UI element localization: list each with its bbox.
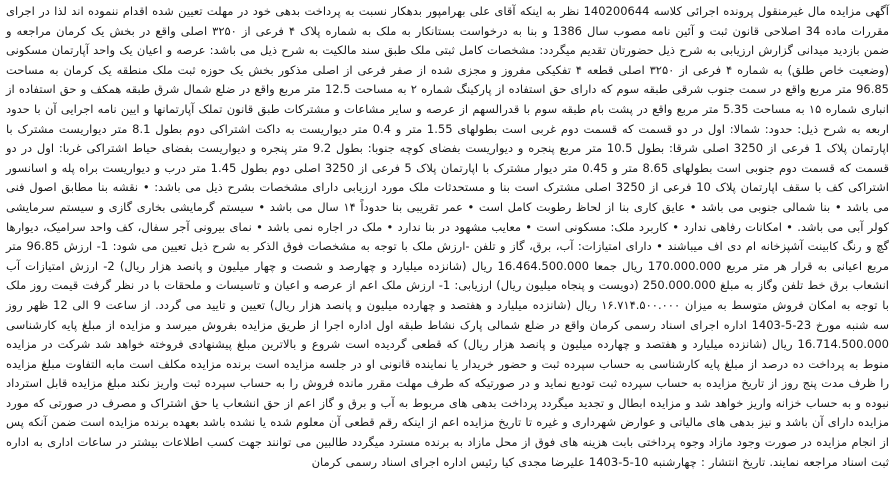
auction-notice-text: آگهی مزایده مال غیرمنقول پرونده اجرائی کلاسه 140200644 نظر به اینکه آقای علی بهرامپور بدهکار نسبت به پرداخت بدهی خود در مهلت تعیین شده اقدام ننموده اند لذا در اجرای مقررات ماده 34 اصلاحی قانون ثبت و آئین نامه مصوب سال 1386 و بنا به درخواست بستانکار به ملک به شماره پلاک ۴ فرعی از ۳۲۵۰ اصلی واقع در بخش یک کرمان مراجعه و ضمن بازدید میدانی گزارش ارزیابی به شرح ذیل حضورتان تقدیم میگردد: مشخصات کامل ثبتی ملک طبق سند مالکیت به شرح ذیل می باشد: عرصه و اعیان یک واحد آپارتمان مسکونی (وضعیت خاص طلق) به شماره ۴ فرعی از ۳۲۵۰ اصلی قطعه ۴ تفکیکی مفروز و مجزی شده از صفر فرعی از اصلی مذکور بخش یک حوزه ثبت ملک منطقه یک کرمان به مساحت 96.85 متر مربع واقع در سمت جنوب شرقی طبقه سوم که دارای حق استفاده از پارکینگ شماره ۲ به مساحت 12.5 متر مربع واقع در ضلع شمال شرق طبقه همکف و حق استفاده از انباری شماره ۱۵ به مساحت 5.35 متر مربع واقع در پشت بام طبقه سوم با قدرالسهم از عرصه و سایر مشاعات و مشترکات طبق قانون تملک آپارتمانها و ایین نامه اجرایی آن با حدود اربعه به شرح ذیل: حدود: شمالا: اول در دو قسمت که قسمت دوم غربی است بطولهای 1.55 متر و 0.4 متر دیواریست به داکت اشتراکی دوم بطول 8.1 متر دیواریست مشترک با اپارتمان پلاک 1 فرعی از 3250 اصلی شرقا: بطول 10.5 متر مربع پنجره و دیواریست بفضای کوچه جنوبا: بطول 9.2 متر پنجره و دیواریست بفضای حیاط اشتراکی غربا: اول در دو قسمت که قسمت دوم جنوبی است بطولهای 8.65 متر و 0.45 متر دیوار مشترک با اپارتمان پلاک 5 فرعی از 3250 اصلی دوم بطول 1.45 متر درب و دیواریست براه پله و اسانسور اشتراکی کف با سقف اپارتمان پلاک 10 فرعی از 3250 اصلی مشترک است بنا و مستحدثات ملک مورد ارزیابی دارای مشخصات بشرح ذیل می باشد: • نقشه بنا مطابق اصول فنی می باشد • بنا شمالی جنوبی می باشد • عایق کاری بنا از لحاظ رطوبت کامل است • عمر تقریبی بنا حدوداً ۱۴ سال می باشد • سیستم گرمایشی بخاری گازی و سیستم سرمایشی کولر آبی می باشد. • امکانات رفاهی ندارد • کاربرد ملک: مسکونی است • معایب مشهود در بنا ندارد • ملک در اجاره نمی باشد • نمای بیرونی آجر سفال، کف واحد سرامیک، دیوارها گچ و رنگ کابینت آشپزخانه ام دی اف میباشند • دارای امتیازات: آب، برق، گاز و تلفن -ارزش ملک با توجه به مشخصات فوق الذکر به شرح ذیل تعیین می شود: 1- ارزش 96.85 متر مربع اعیانی به قرار هر متر مربع 170.000.000 ریال جمعا 16.464.500.000 ریال (شانزده میلیارد و چهارصد و شصت و چهار میلیون و پانصد هزار ریال) 2- ارزش امتیازات آب انشعاب برق خط تلفن وگاز به مبلغ 250.000.000 (دویست و پنجاه میلیون ریال) ارزیابی: 1- ارزش ملک اعم از عرصه و اعیان و تاسیسات و ملحقات با در نظر گرفت قیمت روز ملک با توجه به امکان فروش متوسط به میزان ۱۶.۷۱۴.۵۰۰.۰۰۰ ریال (شانزده میلیارد و هفتصد و چهارده میلیون و پانصد هزار ریال) تعیین و تایید می گردد. از ساعت 9 الی 12 ظهر روز سه شنبه مورخ 23-5-1403 اداره اجرای اسناد رسمی کرمان واقع در ضلع شمالی پارک نشاط طبقه اول اداره اجرا از طریق مزایده بفروش میرسد و مزایده از مبلغ پایه کارشناسی 16.714.500.000 ریال (شانزده میلیارد و هفتصد و چهارده میلیون و پانصد هزار ریال) که قطعی گردیده است شروع و بالاترین مبلغ پیشنهادی فروخته خواهد شد شرکت در مزایده منوط به پرداخت ده درصد از مبلغ پایه کارشناسی به حساب سپرده ثبت و حضور خریدار یا نماینده قانونی او در جلسه مزایده است برنده مزایده مکلف است مابه التفاوت مبلغ مزایده را ظرف مدت پنج روز از تاریخ مزایده به حساب سپرده ثبت تودیع نماید و در صورتیکه که طرف مهلت مقرر مانده فروش را به حساب سپرده ثبت واریز نکند مبلغ مزایده قابل استرداد نبوده و به حساب خزانه واریز خواهد شد و مزایده ابطال و تجدید میگردد پرداخت بدهی های مربوط به آب و برق و گاز اعم از حق انشعاب یا حق اشتراک و مصرف در صورتی که مورد مزایده دارای آن باشد و نیز بدهی های مالیاتی و عوارض شهرداری و غیره تا تاریخ مزایده اعم از اینکه رقم قطعی آن معلوم شده یا نشده باشد بعهده برنده مزایده است ضمن آنکه پس از انجام مزایده در صورت وجود مازاد وجوه پرداختی بابت هزینه های فوق از محل مازاد به برنده مسترد میگردد طالبین می توانند جهت کسب اطلاعات بیشتر در ساعات اداری به اداره ثبت اسناد مراجعه نمایند. تاریخ انتشار : چهارشنبه 10-5-1403 علیرضا مجدی کیا رئیس اداره اجرای اسناد رسمی کرمان — [6, 4, 890, 469]
